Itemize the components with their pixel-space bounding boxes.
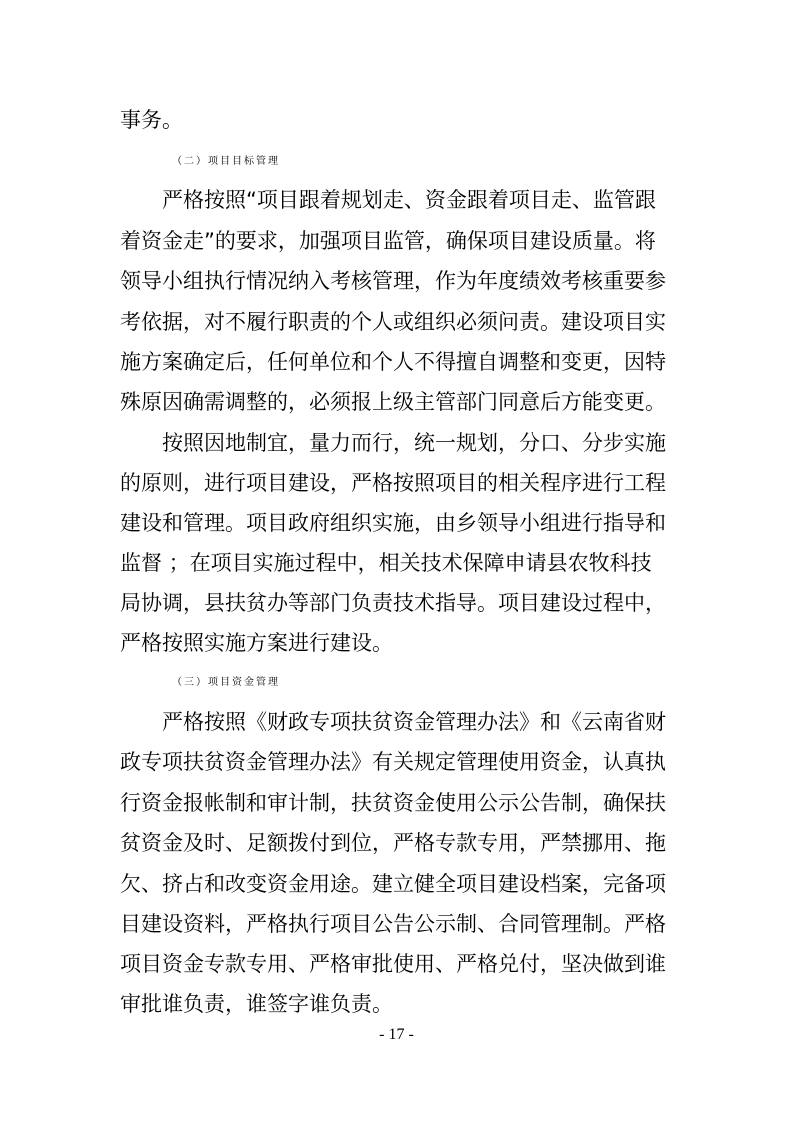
- text-line: 局协调，县扶贫办等部门负责技术指导。项目建设过程中，: [120, 591, 666, 615]
- text-line: 考依据，对不履行职责的个人或组织必须问责。建设项目实: [120, 310, 666, 334]
- text-line: 政专项扶贫资金管理办法》有关规定管理使用资金，认真执: [120, 750, 666, 774]
- text-line: 严格按照《财政专项扶贫资金管理办法》和《云南省财: [162, 710, 666, 734]
- text-line: 监督 ；在项目实施过程中，相关技术保障申请县农牧科技: [120, 551, 652, 575]
- text-line: 施方案确定后，任何单位和个人不得擅自调整和变更，因特: [120, 350, 666, 374]
- text-line: 行资金报帐制和审计制，扶贫资金使用公示公告制，确保扶: [120, 791, 666, 815]
- section-heading: （二）项目目标管理: [172, 156, 280, 167]
- text-line: 贫资金及时、足额拨付到位，严格专款专用，严禁挪用、拖: [120, 831, 666, 855]
- text-line: 殊原因确需调整的，必须报上级主管部门同意后方能变更。: [120, 390, 666, 414]
- section-heading: （三）项目资金管理: [172, 677, 280, 688]
- text-line: 按照因地制宜，量力而行，统一规划，分口、分步实施: [162, 431, 666, 455]
- text-line: 严格按照“项目跟着规划走、资金跟着项目走、监管跟: [162, 188, 656, 212]
- text-line: 项目资金专款专用、严格审批使用、严格兑付，坚决做到谁: [120, 952, 666, 976]
- text-line: 的原则，进行项目建设，严格按照项目的相关程序进行工程: [120, 471, 666, 495]
- text-line: 审批谁负责，谁签字谁负责。: [120, 992, 393, 1016]
- text-line: 目建设资料，严格执行项目公告公示制、合同管理制。严格: [120, 912, 666, 936]
- text-line: 欠、挤占和改变资金用途。建立健全项目建设档案，完备项: [120, 872, 666, 896]
- text-line: 建设和管理。项目政府组织实施，由乡领导小组进行指导和: [120, 511, 666, 535]
- text-line: 着资金走”的要求，加强项目监管，确保项目建设质量。将: [120, 229, 656, 253]
- text-line: 事务。: [120, 108, 183, 132]
- text-line: 严格按照实施方案进行建设。: [120, 631, 393, 655]
- page-number: - 17 -: [379, 1026, 414, 1043]
- text-line: 领导小组执行情况纳入考核管理，作为年度绩效考核重要参: [120, 269, 666, 293]
